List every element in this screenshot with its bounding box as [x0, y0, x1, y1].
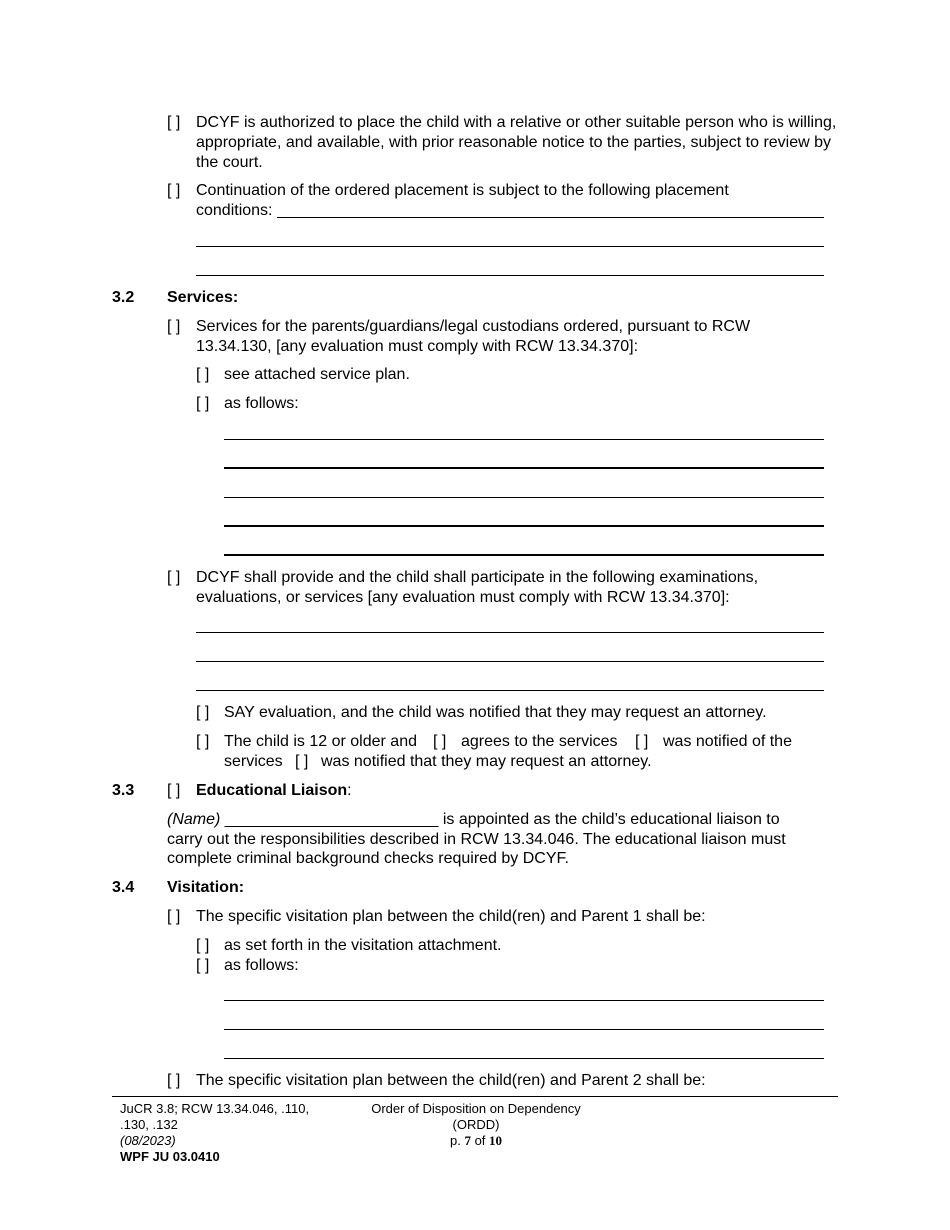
name-label: (Name) — [167, 811, 221, 828]
section-title — [196, 781, 352, 801]
page-of: of — [474, 1133, 486, 1148]
fill-line[interactable] — [196, 246, 824, 247]
as-follows-text: as follows: — [224, 957, 299, 974]
checkbox[interactable]: [ ] — [433, 733, 447, 750]
checkbox[interactable]: [ ] — [196, 704, 210, 721]
checkbox[interactable]: [ ] — [167, 782, 181, 799]
fill-line[interactable] — [224, 467, 824, 469]
placement-conditions-text: Continuation of the ordered placement is subject to the following placement conditions: — [196, 182, 729, 219]
child-twelve-text: The child is 12 or older and — [224, 733, 417, 750]
footer-rule — [112, 1096, 838, 1097]
fill-line[interactable] — [224, 1029, 824, 1030]
checkbox[interactable]: [ ] — [167, 908, 181, 925]
checkbox[interactable]: [ ] — [196, 395, 210, 412]
liaison-title: Educational Liaison — [196, 782, 348, 799]
visitation-attachment-text: as set forth in the visitation attachment. — [224, 937, 502, 954]
checkbox[interactable]: [ ] — [167, 569, 181, 586]
section-number: 3.2 — [112, 289, 135, 306]
section-number: 3.3 — [112, 782, 135, 799]
checkbox[interactable]: [ ] — [295, 753, 309, 770]
liaison-line-1 — [167, 810, 780, 830]
checkbox[interactable]: [ ] — [635, 733, 649, 750]
section-number: 3.4 — [112, 879, 135, 896]
fill-line[interactable] — [196, 275, 824, 276]
parent-services-text: Services for the parents/guardians/legal custodians ordered, pursuant to RCW 13.34.130, [any evaluation must comply with RCW 13.34.370]: — [196, 318, 751, 355]
liaison-colon: : — [347, 782, 352, 799]
fill-line[interactable] — [224, 497, 824, 498]
checkbox[interactable]: [ ] — [167, 318, 181, 335]
fill-line[interactable] — [277, 217, 824, 218]
checkbox[interactable]: [ ] — [196, 937, 210, 954]
fill-line[interactable] — [224, 439, 824, 440]
liaison-text-a: is appointed as the child’s educational liaison to — [442, 811, 780, 828]
services-text: services — [224, 753, 283, 770]
footer-page-number — [351, 1133, 601, 1149]
liaison-line-3: complete criminal background checks required by DCYF. — [167, 850, 569, 867]
checkbox[interactable]: [ ] — [167, 114, 181, 131]
notified-services-text: was notified of the — [663, 733, 792, 750]
say-evaluation-text: SAY evaluation, and the child was notified that they may request an attorney. — [224, 704, 767, 721]
fill-line[interactable] — [224, 1000, 824, 1001]
fill-line[interactable] — [224, 525, 824, 527]
fill-line[interactable] — [224, 554, 824, 556]
parent2-visitation-text: The specific visitation plan between the child(ren) and Parent 2 shall be: — [196, 1072, 706, 1089]
checkbox[interactable]: [ ] — [167, 182, 181, 199]
parent1-visitation-text: The specific visitation plan between the child(ren) and Parent 1 shall be: — [196, 908, 706, 925]
child-services-text: DCYF shall provide and the child shall participate in the following examinations, evaluations, or services [any evaluation must comply with RCW 13.34.370]: — [196, 569, 759, 606]
as-follows-text: as follows: — [224, 395, 299, 412]
checkbox[interactable]: [ ] — [196, 957, 210, 974]
footer-title-line-2: (ORDD) — [452, 1117, 500, 1132]
footer-title-line-1: Order of Disposition on Dependency — [371, 1101, 581, 1116]
section-title: Visitation: — [167, 879, 245, 896]
checkbox[interactable]: [ ] — [196, 366, 210, 383]
page-current: 7 — [464, 1133, 471, 1148]
relative-placement-text: DCYF is authorized to place the child with a relative or other suitable person who is willing, appropriate, and available, with prior reasonable notice to the parties, subject to review by the court. — [196, 114, 837, 171]
liaison-line-2: carry out the responsibilities described in RCW 13.34.046. The educational liaison must — [167, 831, 786, 848]
fill-line[interactable] — [224, 1058, 824, 1059]
footer-form-id: WPF JU 03.0410 — [120, 1149, 220, 1164]
agrees-services-text: agrees to the services — [461, 733, 618, 750]
notified-attorney-text: was notified that they may request an attorney. — [321, 753, 652, 770]
fill-line[interactable] — [196, 690, 824, 691]
section-title: Services: — [167, 289, 239, 306]
page-total: 10 — [489, 1133, 503, 1148]
fill-line[interactable] — [196, 632, 824, 633]
attached-service-plan-text: see attached service plan. — [224, 366, 410, 383]
checkbox[interactable]: [ ] — [167, 1072, 181, 1089]
footer-rule-line-1: JuCR 3.8; RCW 13.34.046, .110, — [120, 1101, 310, 1116]
name-blank[interactable]: ________________________ — [224, 811, 439, 828]
fill-line[interactable] — [196, 661, 824, 662]
page-prefix: p. — [449, 1133, 461, 1148]
footer-date: (08/2023) — [120, 1133, 176, 1148]
footer-rule-line-2: .130, .132 — [120, 1117, 178, 1132]
checkbox[interactable]: [ ] — [196, 733, 210, 750]
